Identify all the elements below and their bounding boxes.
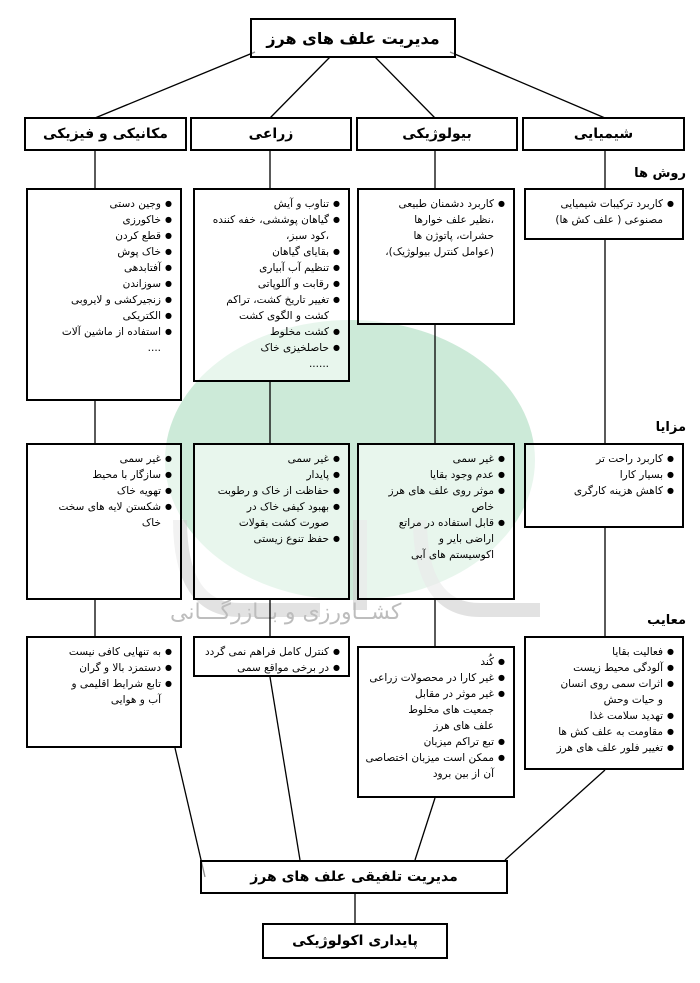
methods-mechanical-box [26,188,182,401]
list-item: ● استفاده از ماشین آلات [32,324,172,340]
advantages-chemical-list [526,445,682,503]
list-item: ● تابع شرایط اقلیمی و [32,676,172,692]
list-item: ● بسیار کارا [530,467,674,483]
sustainability-label: پایداری اکولوژیکی [292,933,418,949]
list-item: ● کاربرد دشمنان طبیعی [363,196,505,212]
list-item: (عوامل کنترل بیولوژیک)، [385,246,494,258]
disadvantages-mechanical-box [26,636,182,748]
list-item: ● حفاظت از خاک و رطوبت [199,483,340,499]
list-item: ● ممکن است میزبان اختصاصی [363,750,505,766]
list-item: ● الکتریکی [32,308,172,324]
list-item: ● تهویه خاک [32,483,172,499]
list-item: ● رقابت و آللوپاتی [199,276,340,292]
integrated-management-box [200,860,508,894]
sustainability-box [262,923,448,959]
list-item: ● مقاومت به علف کش ها [530,724,674,740]
list-item: ● قابل استفاده در مراتع [363,515,505,531]
list-item: ● بقایای گیاهان [199,244,340,260]
list-item: ● خاک پوش [32,244,172,260]
list-item: ● کاهش هزینه کارگری [530,483,674,499]
list-item: خاک [141,517,161,529]
diagram-title: مدیریت علف های هرز [266,28,440,48]
row-label-methods: روش ها [634,166,686,181]
list-item: ● آفتابدهی [32,260,172,276]
disadvantages-mechanical-list [28,638,180,712]
category-cultural-label: زراعی [248,126,294,142]
list-item: ● کنترل کامل فراهم نمی گردد [199,644,340,660]
list-item: ● تهدید سلامت غذا [530,708,674,724]
list-item: آن از بین برود [432,768,494,780]
list-item: ● تغییر تاریخ کشت، تراکم [199,292,340,308]
category-chemical [522,117,685,151]
list-item: ● فعالیت بقایا [530,644,674,660]
list-item: ● زنجیرکشی و لایروبی [32,292,172,308]
list-item: ،نظیر علف خوارها [414,214,494,226]
list-item: ● قطع کردن [32,228,172,244]
list-item: ● غیر سمی [32,451,172,467]
list-item: ● پایدار [199,467,340,483]
list-item: ...... [308,358,329,370]
list-item: ● اثرات سمی روی انسان [530,676,674,692]
disadvantages-biological-box [357,646,515,798]
list-item: ● شکستن لایه های سخت [32,499,172,515]
advantages-cultural-list [195,445,348,551]
category-mechanical [24,117,187,151]
list-item: ● کاربرد راحت تر [530,451,674,467]
title-box [250,18,456,58]
watermark-text: کشــاورزی و بــازرگـــانی [170,600,402,625]
list-item: ● حاصلخیزی خاک [199,340,340,356]
disadvantages-cultural-box [193,636,350,677]
disadvantages-chemical-box [524,636,684,770]
list-item: ● تناوب و آیش [199,196,340,212]
advantages-cultural-box [193,443,350,600]
list-item: ● گیاهان پوششی، خفه کننده [199,212,340,228]
list-item: و حیات وحش [603,694,663,706]
disadvantages-cultural-list [195,638,348,680]
methods-biological-box [357,188,515,325]
methods-mechanical-list [28,190,180,360]
list-item: ● غیر کارا در محصولات زراعی [363,670,505,686]
list-item: ● موثر روی علف های هرز خاص [363,483,505,515]
integrated-management-label: مدیریت تلفیقی علف های هرز [250,869,458,885]
list-item: .... [147,342,161,354]
methods-chemical-list [526,190,682,232]
list-item: ● حفظ تنوع زیستی [199,531,340,547]
advantages-chemical-box [524,443,684,528]
list-item: ،کود سبز، [286,230,329,242]
disadvantages-chemical-list [526,638,682,760]
list-item: ● کُند [363,654,505,670]
list-item: ● کشت مخلوط [199,324,340,340]
list-item: ● غیر سمی [199,451,340,467]
list-item: ● تنظیم آب آبیاری [199,260,340,276]
list-item: اراضی بایر و [438,533,494,545]
list-item: آب و هوایی [110,694,161,706]
list-item: حشرات، پاتوژن ها [413,230,494,242]
advantages-mechanical-list [28,445,180,535]
row-label-disadvantages: معایب [647,613,686,628]
list-item: ● کاربرد ترکیبات شیمیایی [530,196,674,212]
list-item: کشت و الگوی کشت [239,310,329,322]
methods-cultural-list [195,190,348,376]
category-chemical-label: شیمیایی [573,126,634,142]
list-item: ● دستمزد بالا و گران [32,660,172,676]
row-label-advantages: مزایا [655,420,686,435]
list-item: ● تغییر فلور علف های هرز [530,740,674,756]
list-item: جمعیت های مخلوط [408,704,494,716]
list-item: صورت کشت بقولات [238,517,329,529]
disadvantages-biological-list [359,648,513,786]
category-biological [356,117,518,151]
advantages-biological-box [357,443,515,600]
list-item: ● به تنهایی کافی نیست [32,644,172,660]
list-item: ● خاکورزی [32,212,172,228]
list-item: ● عدم وجود بقایا [363,467,505,483]
list-item: علف های هرز [433,720,494,732]
list-item: ● بهبود کیفی خاک در [199,499,340,515]
category-biological-label: بیولوژیکی [402,126,472,142]
list-item: ● غیر سمی [363,451,505,467]
advantages-biological-list [359,445,513,567]
advantages-mechanical-box [26,443,182,600]
list-item: ● آلودگی محیط زیست [530,660,674,676]
methods-cultural-box [193,188,350,382]
methods-biological-list [359,190,513,264]
list-item: ● سازگار با محیط [32,467,172,483]
list-item: ● تبع تراکم میزبان [363,734,505,750]
list-item: ● در برخی مواقع سمی [199,660,340,676]
list-item: ● وجین دستی [32,196,172,212]
list-item: ● غیر موثر در مقابل [363,686,505,702]
list-item: مصنوعی ( علف کش ها) [555,214,663,226]
list-item: ● سوزاندن [32,276,172,292]
category-mechanical-label: مکانیکی و فیزیکی [43,126,168,142]
list-item: اکوسیستم های آبی [410,549,494,561]
category-cultural [190,117,352,151]
methods-chemical-box [524,188,684,240]
